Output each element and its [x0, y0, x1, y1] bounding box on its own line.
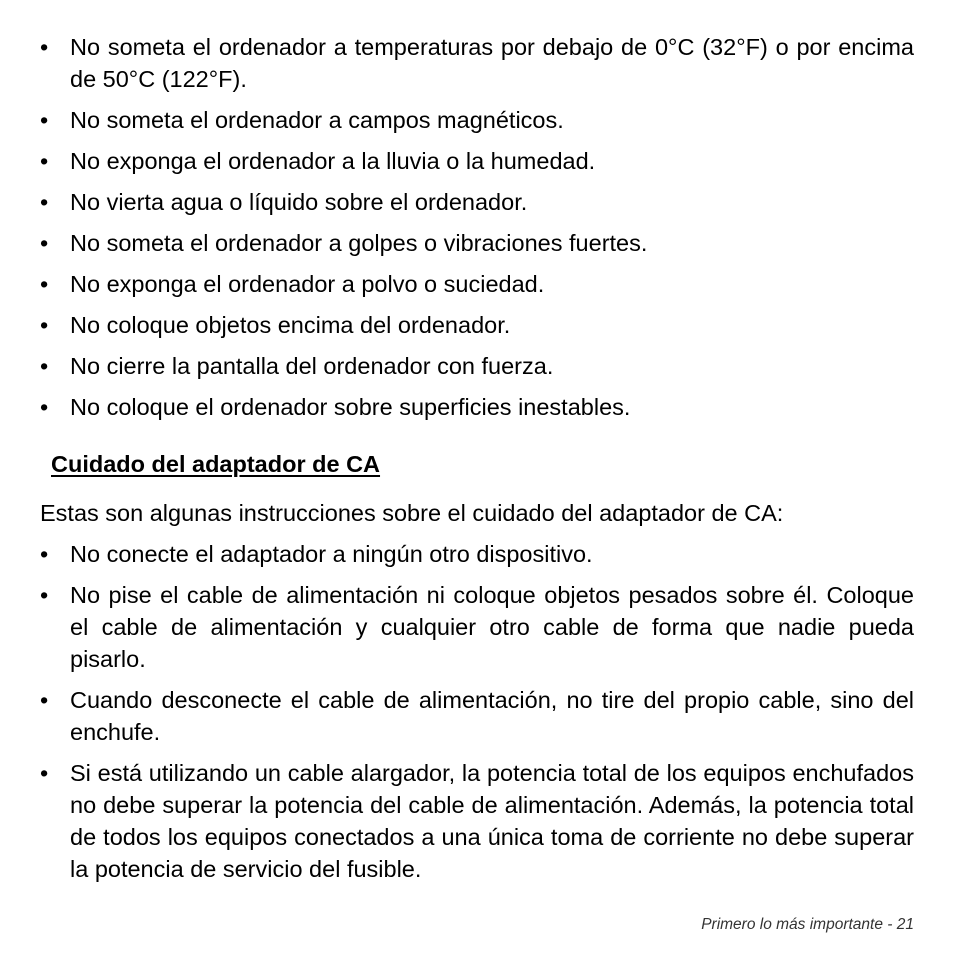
list-item	[40, 104, 914, 136]
list-item-text: Si está utilizando un cable alargador, la potencia total de los equipos enchufados no debe superar la potencia del cable de alimentación. Además, la potencia total de todos los equipos conectados a una única toma de corriente no debe superar la potencia de servicio del fusible.	[70, 760, 914, 882]
bullet-glyph: •	[40, 34, 49, 60]
bullet-glyph: •	[40, 148, 49, 174]
list-item	[40, 145, 914, 177]
bullet-glyph: •	[40, 107, 49, 133]
list-item-text: No someta el ordenador a golpes o vibraciones fuertes.	[70, 230, 648, 256]
computer-care-list	[40, 31, 914, 423]
list-item	[40, 31, 914, 95]
list-item-text: No vierta agua o líquido sobre el ordenador.	[70, 189, 528, 215]
page-footer	[701, 916, 914, 934]
list-item-text: Cuando desconecte el cable de alimentación, no tire del propio cable, sino del enchufe.	[70, 687, 914, 745]
list-item	[40, 350, 914, 382]
bullet-glyph: •	[40, 353, 49, 379]
bullet-glyph: •	[40, 312, 49, 338]
list-item-text: No pise el cable de alimentación ni coloque objetos pesados sobre él. Coloque el cable de alimentación y cualquier otro cable de forma que nadie pueda pisarlo.	[70, 582, 914, 672]
list-item	[40, 538, 914, 570]
list-item-text: No exponga el ordenador a polvo o suciedad.	[70, 271, 545, 297]
adapter-care-list	[40, 538, 914, 885]
bullet-glyph: •	[40, 271, 49, 297]
list-item	[40, 186, 914, 218]
list-item-text: No exponga el ordenador a la lluvia o la humedad.	[70, 148, 596, 174]
list-item	[40, 309, 914, 341]
list-item	[40, 268, 914, 300]
list-item	[40, 391, 914, 423]
bullet-glyph: •	[40, 394, 49, 420]
list-item-text: No conecte el adaptador a ningún otro dispositivo.	[70, 541, 593, 567]
list-item-text: No someta el ordenador a campos magnéticos.	[70, 107, 564, 133]
list-item-text: No someta el ordenador a temperaturas por debajo de 0°C (32°F) o por encima de 50°C (122°F).	[70, 34, 914, 92]
bullet-glyph: •	[40, 582, 49, 608]
bullet-glyph: •	[40, 687, 49, 713]
page-number: 21	[896, 916, 914, 933]
list-item-text: No coloque objetos encima del ordenador.	[70, 312, 511, 338]
list-item	[40, 684, 914, 748]
bullet-glyph: •	[40, 541, 49, 567]
list-item-text: No coloque el ordenador sobre superficies inestables.	[70, 394, 631, 420]
list-item	[40, 579, 914, 675]
bullet-glyph: •	[40, 230, 49, 256]
document-page	[40, 31, 914, 894]
section-heading: Cuidado del adaptador de CA	[51, 451, 381, 477]
list-item-text: No cierre la pantalla del ordenador con fuerza.	[70, 353, 554, 379]
list-item	[40, 757, 914, 885]
list-item	[40, 227, 914, 259]
footer-text: Primero lo más importante -	[701, 916, 893, 933]
section-intro: Estas son algunas instrucciones sobre el cuidado del adaptador de CA:	[40, 500, 784, 526]
bullet-glyph: •	[40, 760, 49, 786]
bullet-glyph: •	[40, 189, 49, 215]
